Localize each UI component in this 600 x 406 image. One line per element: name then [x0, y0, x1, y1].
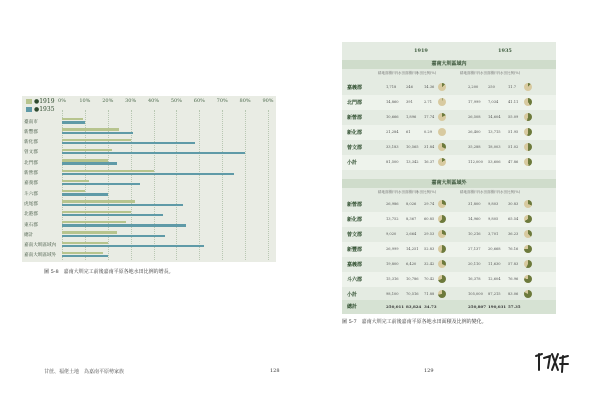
category-label: 曾文郡 [24, 150, 38, 156]
ratio-pie-icon [524, 83, 532, 91]
row-label: 斗六郡 [347, 277, 363, 283]
row-label: 小計 [347, 292, 358, 298]
paddy-table [342, 42, 556, 314]
table-row [342, 95, 556, 110]
x-tick-label: 10% [79, 98, 91, 104]
table-row [342, 155, 556, 170]
total-cell: 83,824 [406, 304, 422, 309]
bar-1935 [62, 142, 195, 144]
bar-1919 [62, 242, 108, 244]
bar-1919 [62, 211, 131, 213]
table-cell: 31,800 [468, 202, 481, 206]
ratio-pie-icon [524, 215, 532, 223]
category-label: 嘉義郡 [24, 181, 38, 187]
table-row [342, 110, 556, 125]
column-subhead: 水田面積(甲) [398, 190, 419, 194]
ratio-pie-icon [524, 230, 532, 238]
table-cell: 51.02 [508, 145, 519, 149]
category-label: 斗六郡 [24, 191, 38, 197]
category-label: 嘉南大圳區域外 [24, 253, 57, 259]
bar-1919 [62, 200, 135, 202]
table-cell: 250 [488, 85, 495, 89]
row-label: 新化郡 [347, 130, 363, 136]
table-cell: 3,701 [488, 232, 499, 236]
table-cell: 26,986 [386, 202, 399, 206]
ratio-pie-icon [524, 245, 532, 253]
table-cell: 76.96 [508, 277, 519, 281]
table-cell: 10,565 [406, 145, 419, 149]
table-cell: 83.06 [508, 292, 519, 296]
table-cell: 21,284 [386, 130, 399, 134]
table-cell: 29.74 [424, 202, 435, 206]
column-subhead: 耕地面積(甲) [378, 71, 399, 75]
year-header-1919: 1919 [414, 48, 428, 54]
table-cell: 2.71 [424, 100, 433, 104]
table-cell: 105,000 [468, 292, 483, 296]
table-row [342, 125, 556, 140]
legend-1919 [26, 98, 55, 105]
table-cell: 19,800 [386, 262, 399, 266]
category-label: 虎尾郡 [24, 201, 38, 207]
table-cell: 13,752 [386, 217, 399, 221]
gridline [268, 110, 269, 260]
row-label: 小計 [347, 160, 358, 166]
table-cell: 14.36 [424, 85, 435, 89]
bar-1919 [62, 180, 89, 182]
gridline [176, 110, 177, 260]
x-tick-label: 0% [58, 98, 66, 104]
bar-1935 [62, 162, 117, 164]
column-subhead: 水田面積(甲) [480, 71, 501, 75]
table-cell: 53,606 [488, 160, 501, 164]
category-label: 新豐郡 [24, 129, 38, 135]
ratio-pie-icon [438, 113, 446, 121]
table-cell: 14,251 [406, 247, 419, 251]
row-label: 新豐郡 [347, 247, 363, 253]
ratio-pie-icon [438, 158, 446, 166]
bar-1919 [62, 170, 154, 172]
table-cell: 2,200 [468, 85, 479, 89]
ratio-pie-icon [524, 98, 532, 106]
table-cell: 246 [406, 85, 413, 89]
table-cell: 55.09 [508, 115, 519, 119]
table-cell: 18,003 [488, 145, 501, 149]
legend-label-1919: ●1919 [34, 98, 55, 105]
table-cell: 16,378 [468, 277, 481, 281]
table-cell: 20,668 [488, 247, 501, 251]
bar-1935 [62, 214, 163, 216]
legend-swatch-1919 [26, 99, 32, 104]
table-cell: 31.84 [424, 145, 435, 149]
table-cell: 11.7 [508, 85, 517, 89]
figure-caption-right: 圖 5-7 嘉南大圳完工前後嘉南平原各地水田面積及比例的變化。 [342, 319, 487, 325]
x-tick-label: 40% [147, 98, 160, 104]
table-cell: 0.29 [424, 130, 433, 134]
table-row [342, 140, 556, 155]
ratio-pie-icon [524, 290, 532, 298]
table-cell: 10,216 [468, 232, 481, 236]
table-cell: 14,960 [468, 217, 481, 221]
table-cell: 12,604 [488, 277, 501, 281]
category-label: 東石郡 [24, 222, 38, 228]
legend-swatch-1935 [26, 107, 32, 112]
table-cell: 9,805 [488, 217, 499, 221]
figure-caption-left: 圖 5-8 嘉南大圳完工前後嘉南平原各地水田比例的增長。 [44, 269, 174, 275]
ratio-pie-icon [524, 260, 532, 268]
row-label: 新營郡 [347, 115, 363, 121]
gridline [154, 110, 155, 260]
table-cell: 9,803 [488, 202, 499, 206]
bar-1919 [62, 128, 119, 130]
table-cell: 14,604 [488, 115, 501, 119]
total-cell: 250,011 [386, 304, 405, 309]
column-subhead: 耕地面積(甲) [460, 190, 481, 194]
bar-1919 [62, 139, 131, 141]
bar-1935 [62, 173, 234, 175]
x-tick-label: 90% [262, 98, 274, 104]
x-tick-label: 20% [102, 98, 114, 104]
row-label: 嘉義郡 [347, 85, 363, 91]
row-label: 北門郡 [347, 100, 363, 106]
table-cell: 33,183 [386, 145, 399, 149]
bar-1919 [62, 190, 85, 192]
table-cell: 32.42 [424, 262, 435, 266]
table-cell: 70,516 [406, 292, 419, 296]
bar-chart [22, 96, 276, 262]
x-tick-label: 50% [170, 98, 182, 104]
category-label: 新化郡 [24, 140, 38, 146]
table-cell: 51.95 [508, 130, 519, 134]
table-cell: 35,288 [468, 145, 481, 149]
bar-1919 [62, 159, 108, 161]
table-cell: 9,020 [386, 232, 397, 236]
bar-1935 [62, 255, 108, 257]
table-cell: 7,034 [488, 100, 499, 104]
category-label: 臺南市 [24, 119, 38, 125]
category-label: 北港郡 [24, 212, 38, 218]
table-cell: 36.23 [508, 232, 519, 236]
ratio-pie-icon [524, 158, 532, 166]
bar-1919 [62, 252, 103, 254]
logo-stamp-icon [532, 350, 572, 376]
column-subhead: 水田比例(%) [500, 190, 521, 194]
bar-1935 [62, 193, 108, 195]
table-cell: 17,999 [468, 100, 481, 104]
table-cell: 10,786 [406, 277, 419, 281]
row-label: 曾文郡 [347, 145, 363, 151]
category-label: 總計 [24, 232, 34, 238]
row-label: 曾文郡 [347, 232, 363, 238]
x-tick-label: 70% [216, 98, 228, 104]
table-cell: 65.54 [508, 217, 519, 221]
gridline [199, 110, 200, 260]
table-cell: 81,500 [386, 160, 399, 164]
gridline [245, 110, 246, 260]
table-cell: 76.16 [508, 247, 519, 251]
year-header-1935: 1935 [498, 48, 512, 54]
ratio-pie-icon [524, 143, 532, 151]
table-cell: 60.85 [424, 217, 435, 221]
table-cell: 30.83 [508, 202, 519, 206]
total-cell: 250,807 [468, 304, 487, 309]
row-label: 嘉義郡 [347, 262, 363, 268]
ratio-pie-icon [438, 275, 446, 283]
table-row [342, 80, 556, 95]
bar-1935 [62, 183, 140, 185]
table-cell: 13,715 [488, 130, 501, 134]
column-subhead: 水田比例(%) [500, 71, 521, 75]
ratio-pie-icon [438, 290, 446, 298]
bar-1935 [62, 121, 85, 123]
bar-1935 [62, 152, 245, 154]
table-cell: 1,896 [406, 115, 417, 119]
table-cell: 8,026 [406, 202, 417, 206]
column-subhead: 耕地面積(甲) [378, 190, 399, 194]
table-cell: 47.86 [508, 160, 519, 164]
page-number-left: 128 [270, 368, 280, 374]
ratio-pie-icon [438, 143, 446, 151]
table-cell: 52.83 [424, 247, 435, 251]
category-label: 北門郡 [24, 160, 38, 166]
table-cell: 27,137 [468, 247, 481, 251]
bar-1919 [62, 149, 112, 151]
ratio-pie-icon [438, 230, 446, 238]
ratio-pie-icon [438, 245, 446, 253]
table-cell: 13,342 [406, 160, 419, 164]
bar-1919 [62, 221, 126, 223]
table-cell: 1,718 [386, 85, 397, 89]
column-subhead: 耕地面積(甲) [460, 71, 481, 75]
bar-1919 [62, 231, 117, 233]
table-cell: 20,110 [468, 262, 481, 266]
bar-1935 [62, 235, 165, 237]
table-cell: 11,630 [488, 262, 501, 266]
table-cell: 8,367 [406, 217, 417, 221]
table-row [342, 272, 556, 287]
band-inside: 嘉南大圳區域內 [342, 60, 556, 69]
ratio-pie-icon [438, 215, 446, 223]
table-cell: 98,100 [386, 292, 399, 296]
gridline [222, 110, 223, 260]
ratio-pie-icon [438, 98, 446, 106]
ratio-pie-icon [524, 128, 532, 136]
column-subhead: 水田比例(%) [416, 190, 437, 194]
column-subhead: 水田比例(%) [416, 71, 437, 75]
ratio-pie-icon [524, 113, 532, 121]
table-cell: 112,000 [468, 160, 483, 164]
total-label: 總計 [347, 304, 358, 310]
table-cell: 57.83 [508, 262, 519, 266]
bar-1935 [62, 132, 133, 134]
table-cell: 87,215 [488, 292, 501, 296]
table-cell: 15,316 [386, 277, 399, 281]
x-tick-label: 30% [125, 98, 137, 104]
bar-1935 [62, 204, 183, 206]
ratio-pie-icon [438, 128, 446, 136]
table-row [342, 212, 556, 227]
bar-1935 [62, 245, 204, 247]
table-cell: 26,999 [386, 247, 399, 251]
x-tick-label: 80% [239, 98, 251, 104]
table-cell: 10,666 [386, 115, 399, 119]
right-page [300, 0, 600, 406]
table-cell: 2,664 [406, 232, 417, 236]
table-row [342, 197, 556, 212]
ratio-pie-icon [524, 275, 532, 283]
band-outside: 嘉南大圳區域外 [342, 179, 556, 188]
table-cell: 14,860 [386, 100, 399, 104]
table-row [342, 242, 556, 257]
table-cell: 61 [406, 130, 411, 134]
category-label: 嘉南大圳區域內 [24, 243, 57, 249]
legend-1935 [26, 106, 55, 113]
legend-label-1935: ●1935 [34, 106, 55, 113]
table-cell: 17.74 [424, 115, 435, 119]
table-cell: 70.42 [424, 277, 435, 281]
table-row [342, 227, 556, 242]
table-cell: 29.53 [424, 232, 435, 236]
row-label: 新營郡 [347, 202, 363, 208]
table-row [342, 257, 556, 272]
page-number-right: 129 [424, 368, 434, 374]
total-cell: 190,031 [488, 304, 507, 309]
column-subhead: 水田面積(甲) [398, 71, 419, 75]
ratio-pie-icon [438, 200, 446, 208]
table-cell: 26,400 [468, 130, 481, 134]
column-subhead: 水田面積(甲) [480, 190, 501, 194]
x-tick-label: 60% [193, 98, 205, 104]
table-cell: 41.11 [508, 100, 519, 104]
total-cell: 34.73 [424, 304, 437, 309]
ratio-pie-icon [438, 83, 446, 91]
total-cell: 57.35 [508, 304, 521, 309]
running-footer: 甘蔗、福佬土地 為嘉南平原勢家族 [44, 369, 125, 375]
table-cell: 71.88 [424, 292, 435, 296]
table-cell: 391 [406, 100, 413, 104]
bar-1935 [62, 224, 186, 226]
ratio-pie-icon [524, 200, 532, 208]
table-cell: 26,508 [468, 115, 481, 119]
ratio-pie-icon [438, 260, 446, 268]
category-label: 新營郡 [24, 171, 38, 176]
table-cell: 16.37 [424, 160, 435, 164]
bar-1919 [62, 118, 83, 120]
row-label: 新化郡 [347, 217, 363, 223]
total-row [342, 300, 556, 314]
table-cell: 6,420 [406, 262, 417, 266]
